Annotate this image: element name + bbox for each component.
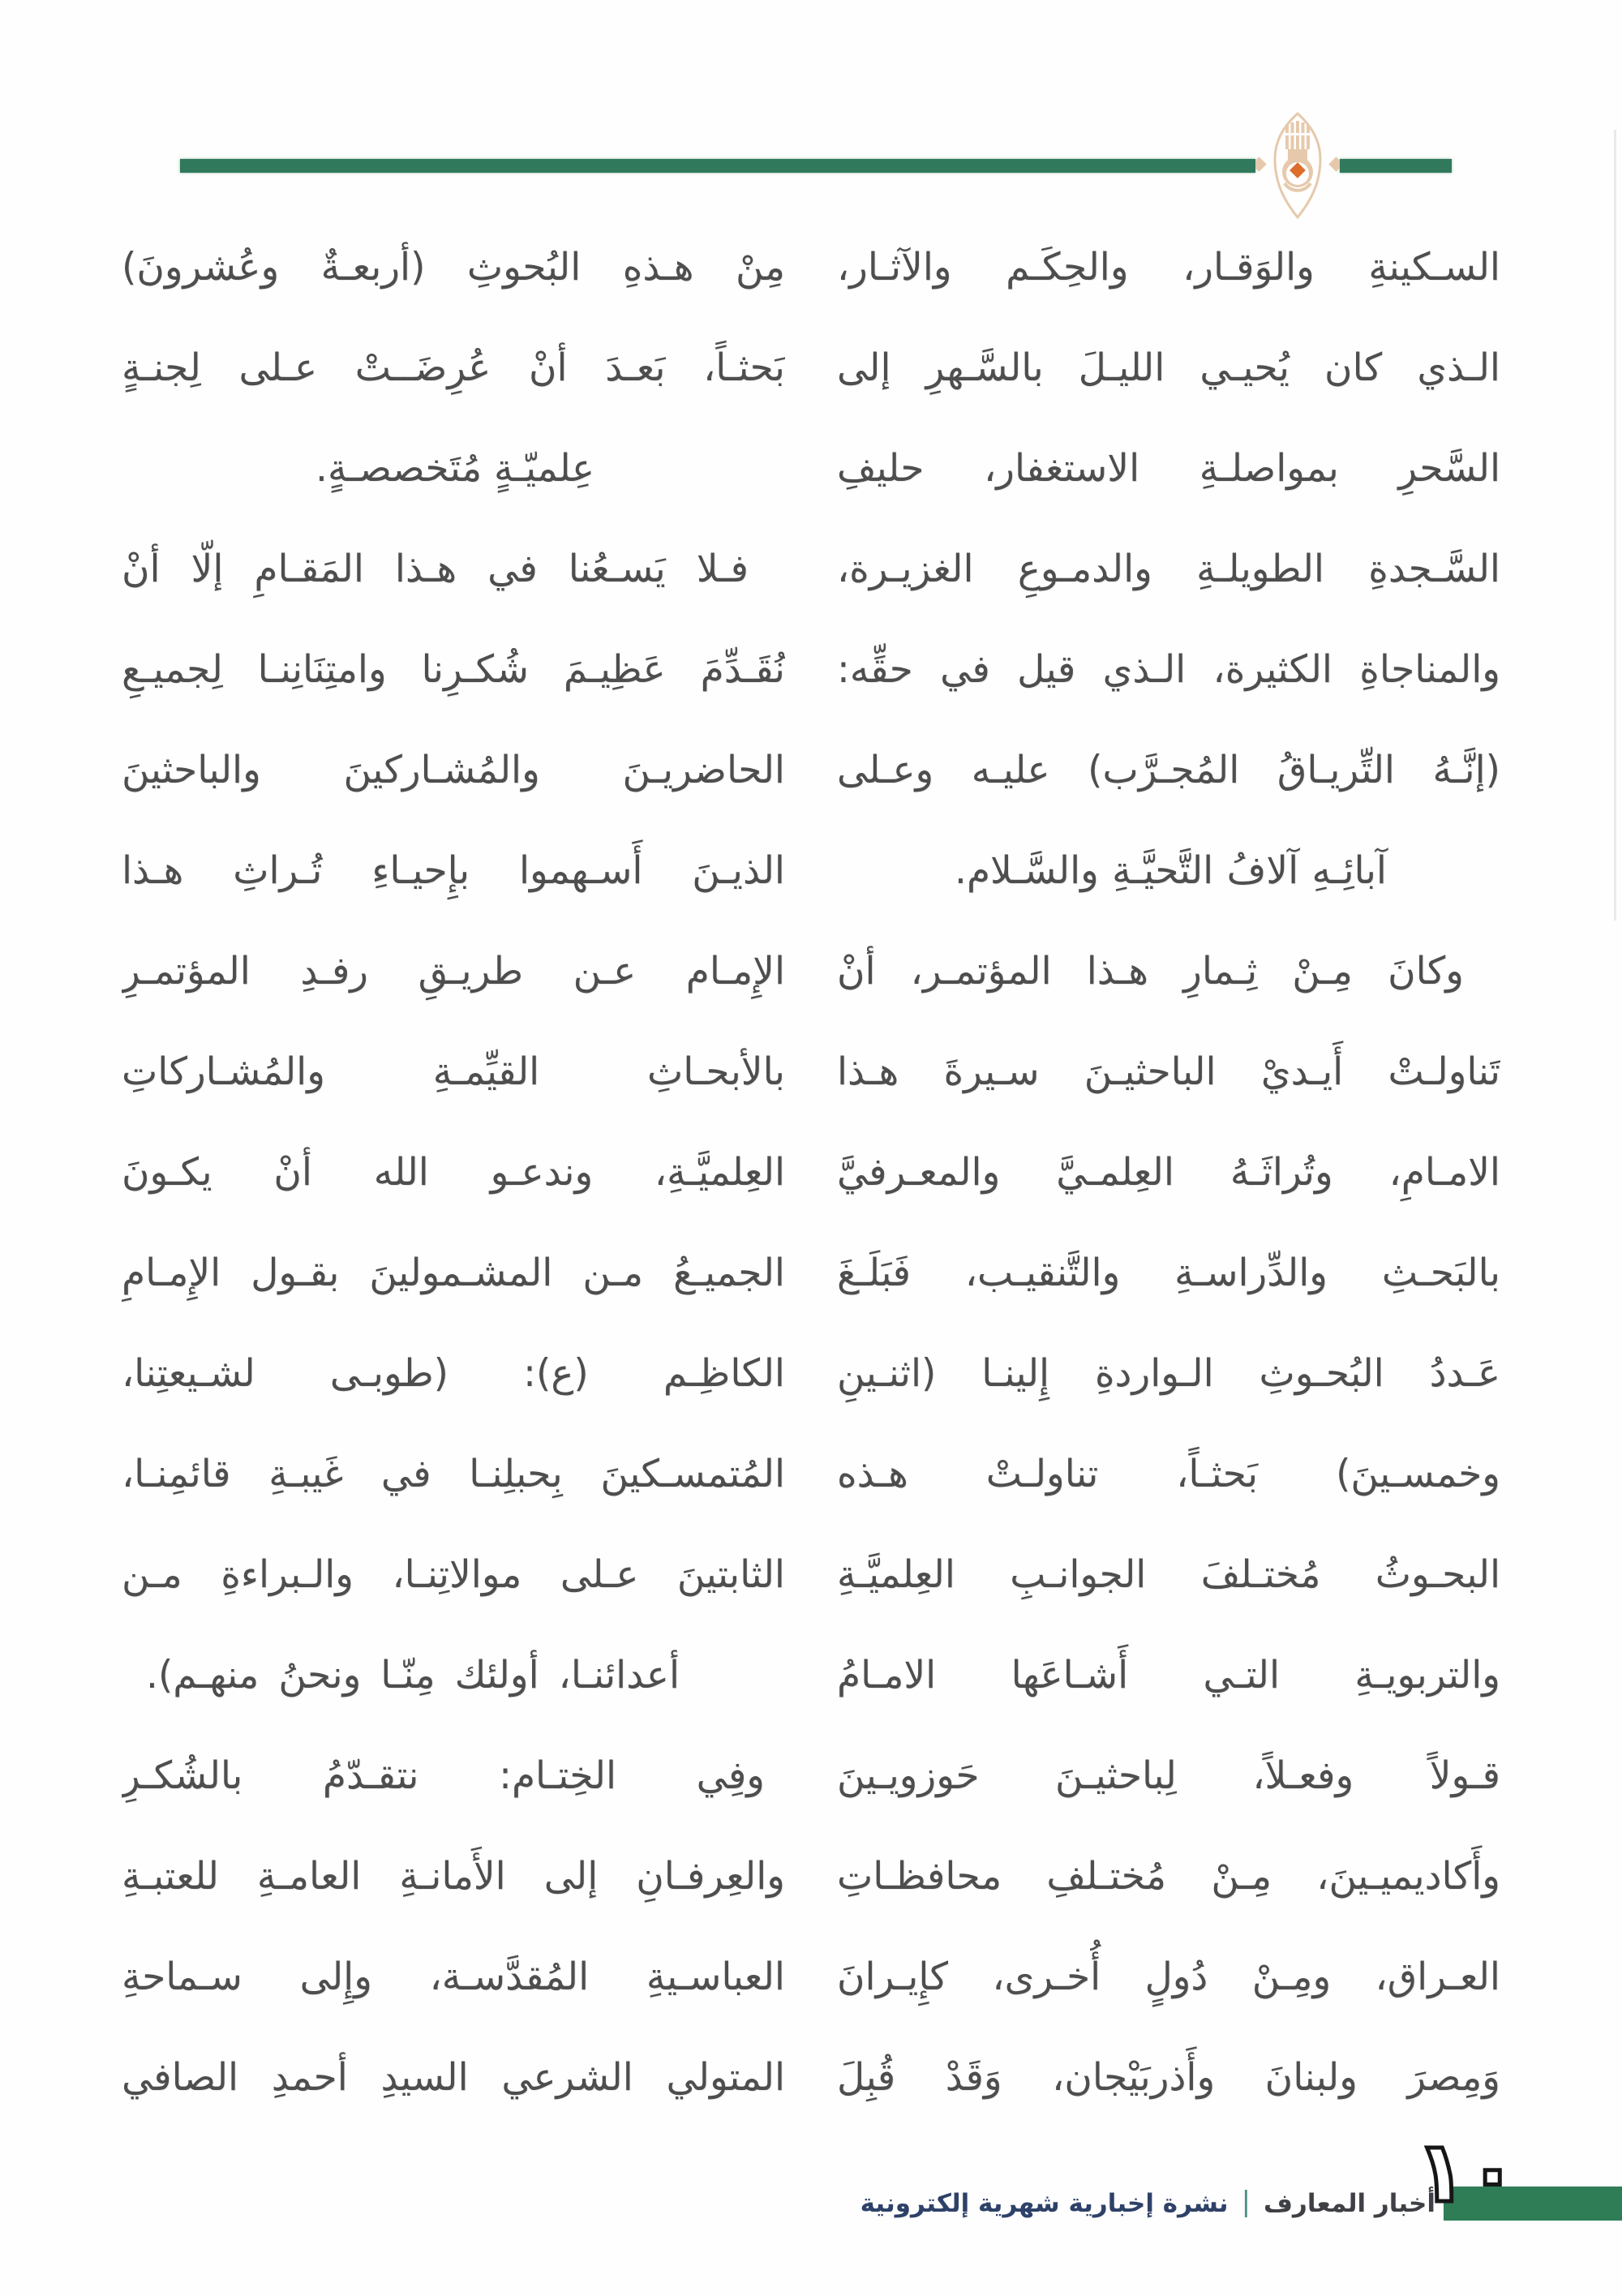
text-line: بالبَحـثِ والدِّراسـةِ والتَّنقيـب، فَبَلَـغَ [837,1251,1500,1295]
text-line: الحاضريـنَ والمُشـاركينَ والباحثينَ [122,748,785,792]
text-line: الإِمـام عـن طريـقِ رفـدِ المؤتمـرِ [122,949,785,994]
text-line: العِلميَّـةِ، وندعـو الله أنْ يكـونَ [122,1150,785,1195]
text-line: آبائِـهِ آلافُ التَّحيَّـةِ والسَّـلام. [955,848,1387,893]
text-line: وفِي الخِتـام: نتقـدّمُ بالشُكـرِ [122,1753,765,1798]
text-line: وكانَ مِـنْ ثِـمارِ هـذا المؤتمـر، أنْ [837,949,1464,994]
text-line: فـلا يَسـعُنا في هـذا المَقـامِ إلّا أنْ [122,547,749,591]
abbas-shrine-hand-emblem-icon [1255,112,1340,219]
text-line: الجميـعُ مـن المشـمولينَ بقـول الإِمـامِ [122,1251,785,1295]
text-line: المُتمسـكينَ بِحبلِنـا في غَيبـةِ قائمِنـا، [122,1452,785,1496]
text-line: مِنْ هـذهِ البُحوثِ (أربعـةٌ وعُشرونَ) [122,245,785,290]
footer-separator: | [1241,2186,1251,2218]
text-line: المتولي الشرعي السيدِ أحمدِ الصافي [122,2055,785,2100]
text-line: عَـددُ البُحـوثِ الـواردةِ إِلينـا (اثنـينِ [837,1351,1500,1396]
text-line: أعدائنـا، أولئك مِنّـا ونحنُ منهـم). [146,1653,680,1697]
column-left [122,217,785,2128]
text-line: الثابتينَ عـلى موالاتِنـا، والـبراءةِ مـن [122,1552,785,1597]
text-line: وأَكاديميـينَ، مِـنْ مُختـلفِ محافظـاتِ [837,1854,1500,1899]
text-line: العـراق، ومِـنْ دُولٍ أُخـرى، كإِيـرانَ [837,1955,1500,1999]
text-line: السَّـجدةِ الطويلـةِ والدمـوعِ الغزيـرة، [837,547,1500,591]
text-line: قـولاً وفعـلاً، لِباحثيـنَ حَوزويـينَ [837,1753,1500,1798]
text-line: الامـامِ، وتُراثَـهُ العِلمـيَّ والمعـرفيَّ [837,1150,1500,1195]
text-line: العباسـيةِ المُقدَّسـة، وإِلى سـماحةِ [122,1955,785,1999]
footer-masthead [860,2185,1435,2222]
text-line: الذيـنَ أَسـهموا بإِحيـاءِ تُـراثِ هـذا [122,848,785,893]
text-line: والمناجاةِ الكثيرة، الـذي قيل في حقِّه: [837,647,1500,692]
top-rule-right-segment [1340,159,1452,173]
newsletter-name: أخبار المعارف [1264,2189,1435,2218]
column-right [837,217,1500,2128]
text-line: الكاظِـم (ع): (طوبـى لشـيعتِنا، [122,1351,785,1396]
text-line: تَناولـتْ أَيـديْ الباحثيـنَ سـيرةَ هـذا [837,1049,1500,1094]
text-line: عِلميّـةٍ مُتَخصصـةٍ. [315,446,594,491]
text-line: وَمِصرَ ولبنانَ وأَذربَيْجان، وَقَدْ قُبِلَ [837,2055,1500,2100]
text-line: بَحثـاً، بَعـدَ أنْ عُرِضَــتْ عـلى لِجنـةٍ [122,345,785,390]
page-number: ١٠ [1415,2122,1518,2221]
text-line: الـذي كان يُحيـي الليـلَ بالسَّـهرِ إلى [837,345,1500,390]
text-line: (إنَّـهُ التِّريـاقُ المُجـرَّب) عليـه وعـلى [837,748,1500,792]
text-line: وخمسـينَ) بَحثـاً، تناولـتْ هـذه [837,1452,1500,1496]
top-rule-left-segment [180,159,1255,173]
text-line: بالأبحـاثِ القيِّمـةِ والمُشـاركاتِ [122,1049,785,1094]
text-line: السَّحرِ بمواصلـةِ الاستغفار، حليفِ [837,446,1500,491]
text-line: البحـوثُ مُختـلفَ الجوانـبِ العِلميَّـةِ [837,1552,1500,1597]
text-line: نُقَـدِّمَ عَظِيـمَ شُكـرِنا وامتِنَانِنـا لِجميـعِ [122,647,785,692]
text-line: السـكينةِ والوَقـار، والحِكَـم والآثـار، [837,245,1500,290]
newsletter-type: نشرة إخبارية شهرية إلكترونية [860,2189,1229,2218]
text-line: والعِرفـانِ إلى الأَمانـةِ العامـةِ للعتبـةِ [122,1854,785,1899]
text-line: والتربويـةِ التـي أَشـاعَها الامـامُ [837,1653,1500,1697]
scan-edge-artifact [1614,130,1616,921]
